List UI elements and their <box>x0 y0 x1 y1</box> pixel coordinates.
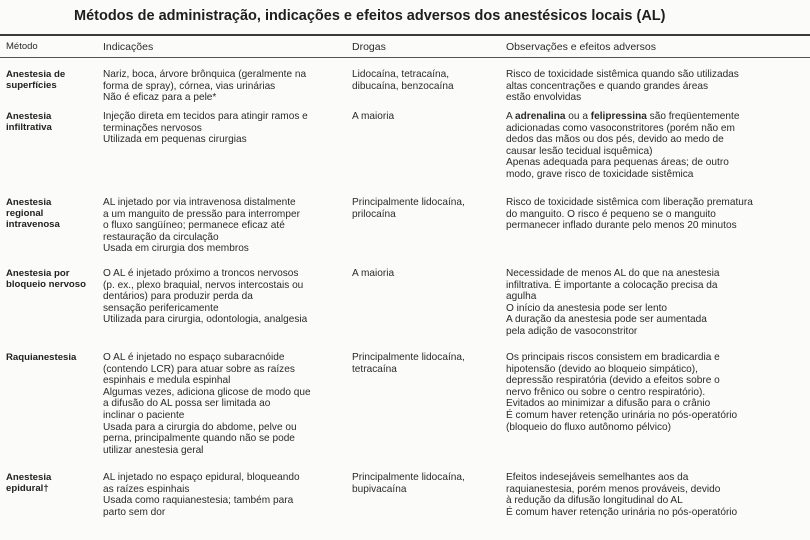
cell-line: Lidocaína, tetracaína, <box>352 69 450 80</box>
cell-line: inclinar o paciente <box>103 409 185 421</box>
cell-line: Algumas vezes, adiciona glicose de modo que <box>103 386 311 398</box>
cell-line: É comum haver retenção urinária no pós-operatório <box>506 409 738 421</box>
method-cell <box>6 197 60 231</box>
cell-line: utilizar anestesia geral <box>103 444 204 456</box>
drugs-cell <box>352 352 465 375</box>
cell-line: AL injetado por via intravenosa distalmente <box>103 197 296 208</box>
cell-line: à redução da difusão longitudinal do AL <box>506 495 683 507</box>
cell-line: a difusão do AL possa ser limitada ao <box>103 398 271 410</box>
drugs-cell <box>352 268 394 280</box>
cell-line: Risco de toxicidade sistêmica quando são utilizadas <box>506 69 739 80</box>
cell-line: superfícies <box>6 80 57 92</box>
indications-cell <box>103 352 311 456</box>
table-title: Métodos de administração, indicações e efeitos adversos dos anestésicos locais (AL) <box>74 8 666 24</box>
cell-line: A duração da anestesia pode ser aumentada <box>506 314 707 326</box>
cell-line: Anestesia <box>6 111 52 122</box>
cell-line: Utilizada para cirurgia, odontologia, analgesia <box>103 314 308 326</box>
cell-line: infiltrativa. É importante a colocação precisa da <box>506 279 718 291</box>
method-cell <box>6 472 51 494</box>
cell-line: perna, principalmente quando não se pode <box>103 433 295 445</box>
cell-line: O AL é injetado próximo a troncos nervosos <box>103 268 299 279</box>
cell-line: hipotensão (devido ao bloqueio simpático), <box>506 363 698 375</box>
cell-line: A adrenalina ou a felipressina são freqüentemente <box>506 111 740 122</box>
observations-cell <box>506 69 739 104</box>
observations-cell <box>506 111 739 181</box>
drugs-cell <box>352 472 465 495</box>
cell-line: restauração da circulação <box>103 231 219 243</box>
indications-cell <box>103 111 308 146</box>
method-cell <box>6 268 86 290</box>
cell-line: Risco de toxicidade sistêmica com liberação prematura <box>506 197 753 208</box>
cell-line: Nariz, boca, árvore brônquica (geralmente na <box>103 69 307 80</box>
cell-line: Utilizada em pequenas cirurgias <box>103 134 247 146</box>
cell-line: Principalmente lidocaína, <box>352 352 465 363</box>
indications-cell <box>103 197 300 255</box>
cell-line: adicionadas como vasoconstritores (porém não em <box>506 122 735 134</box>
indications-cell <box>103 69 306 104</box>
cell-line: dibucaína, benzocaína <box>352 80 454 92</box>
cell-line: Apenas adequada para pequenas áreas; de outro <box>506 157 729 169</box>
cell-line: Efeitos indesejáveis semelhantes aos da <box>506 472 689 483</box>
cell-line: a um manguito de pressão para interromper <box>103 208 300 220</box>
cell-line: forma de spray), córnea, vias urinárias <box>103 80 276 92</box>
cell-line: Anestesia <box>6 472 52 483</box>
cell-line: raquianestesia, porém menos prováveis, devido <box>506 483 721 495</box>
cell-line: A maioria <box>352 268 395 279</box>
observations-cell <box>506 197 753 232</box>
cell-line: as raízes espinhais <box>103 483 190 495</box>
cell-line: intravenosa <box>6 219 60 231</box>
cell-line: (contendo LCR) para atuar sobre as raízes <box>103 363 295 375</box>
cell-line: espinhais e medula espinhal <box>103 375 231 387</box>
top-rule <box>0 34 810 36</box>
cell-line: Necessidade de menos AL do que na anestesia <box>506 268 720 279</box>
cell-line: dedos das mãos ou dos pés, devido ao medo de <box>506 134 724 146</box>
cell-line: (bloqueio do fluxo autônomo pélvico) <box>506 421 671 433</box>
cell-line: prilocaína <box>352 208 396 220</box>
cell-line: A maioria <box>352 111 395 122</box>
cell-line: Raquianestesia <box>6 352 77 363</box>
method-cell <box>6 69 65 91</box>
cell-line: regional <box>6 208 44 220</box>
cell-line: Anestesia de <box>6 69 66 80</box>
method-cell <box>6 111 52 133</box>
cell-line: Não é eficaz para a pele* <box>103 92 217 104</box>
cell-line: Evitados ao minimizar a difusão para o crânio <box>506 398 711 410</box>
cell-line: epidural† <box>6 483 49 495</box>
cell-line: terminações nervosos <box>103 122 202 134</box>
cell-line: Anestesia <box>6 197 52 208</box>
cell-line: agulha <box>506 291 537 303</box>
cell-line: dentários) para produzir perda da <box>103 291 253 303</box>
cell-line: infiltrativa <box>6 122 52 134</box>
observations-cell <box>506 472 737 518</box>
header-method: Método <box>6 41 38 52</box>
drugs-cell <box>352 69 454 92</box>
cell-line: Principalmente lidocaína, <box>352 472 465 483</box>
cell-line: É comum haver retenção urinária no pós-operatório <box>506 506 738 518</box>
cell-line: o fluxo sangüíneo; permanece eficaz até <box>103 220 285 232</box>
cell-line: causar lesão tecidual isquêmica) <box>506 145 653 157</box>
indications-cell <box>103 268 307 326</box>
header-indications: Indicações <box>103 41 154 53</box>
observations-cell <box>506 352 737 433</box>
cell-line: estão envolvidas <box>506 92 582 104</box>
header-rule <box>0 57 810 58</box>
indications-cell <box>103 472 300 518</box>
method-cell <box>6 352 76 363</box>
cell-line: do manguito. O risco é pequeno se o manguito <box>506 208 716 220</box>
cell-line: nervo frênico ou sobre o centro respiratório). <box>506 386 706 398</box>
cell-line: Principalmente lidocaína, <box>352 197 465 208</box>
drugs-cell <box>352 111 394 123</box>
cell-line: tetracaína <box>352 363 397 375</box>
header-drugs: Drogas <box>352 41 386 53</box>
cell-line: sensação perifericamente <box>103 302 219 314</box>
cell-line: parto sem dor <box>103 506 166 518</box>
cell-line: O início da anestesia pode ser lento <box>506 302 668 314</box>
cell-line: pela adição de vasoconstritor <box>506 325 638 337</box>
drugs-cell <box>352 197 465 220</box>
cell-line: AL injetado no espaço epidural, bloqueando <box>103 472 300 483</box>
cell-line: Usada para a cirurgia do abdome, pelve ou <box>103 421 297 433</box>
cell-line: O AL é injetado no espaço subaracnóide <box>103 352 285 363</box>
header-observations: Observações e efeitos adversos <box>506 41 656 53</box>
cell-line: depressão respiratória (devido a efeitos sobre o <box>506 375 720 387</box>
cell-line: Usada como raquianestesia; também para <box>103 495 294 507</box>
cell-line: Injeção direta em tecidos para atingir ramos e <box>103 111 308 122</box>
observations-cell <box>506 268 719 338</box>
cell-line: bloqueio nervoso <box>6 279 86 291</box>
cell-line: Usada em cirurgia dos membros <box>103 243 249 255</box>
cell-line: altas concentrações e quando grandes áreas <box>506 80 709 92</box>
cell-line: bupivacaína <box>352 483 407 495</box>
cell-line: (p. ex., plexo braquial, nervos intercostais ou <box>103 279 304 291</box>
cell-line: permanecer inflado durante pelo menos 20 minutos <box>506 220 737 232</box>
cell-line: Os principais riscos consistem em bradicardia e <box>506 352 720 363</box>
cell-line: modo, grave risco de toxicidade sistêmica <box>506 168 694 180</box>
cell-line: Anestesia por <box>6 268 70 279</box>
